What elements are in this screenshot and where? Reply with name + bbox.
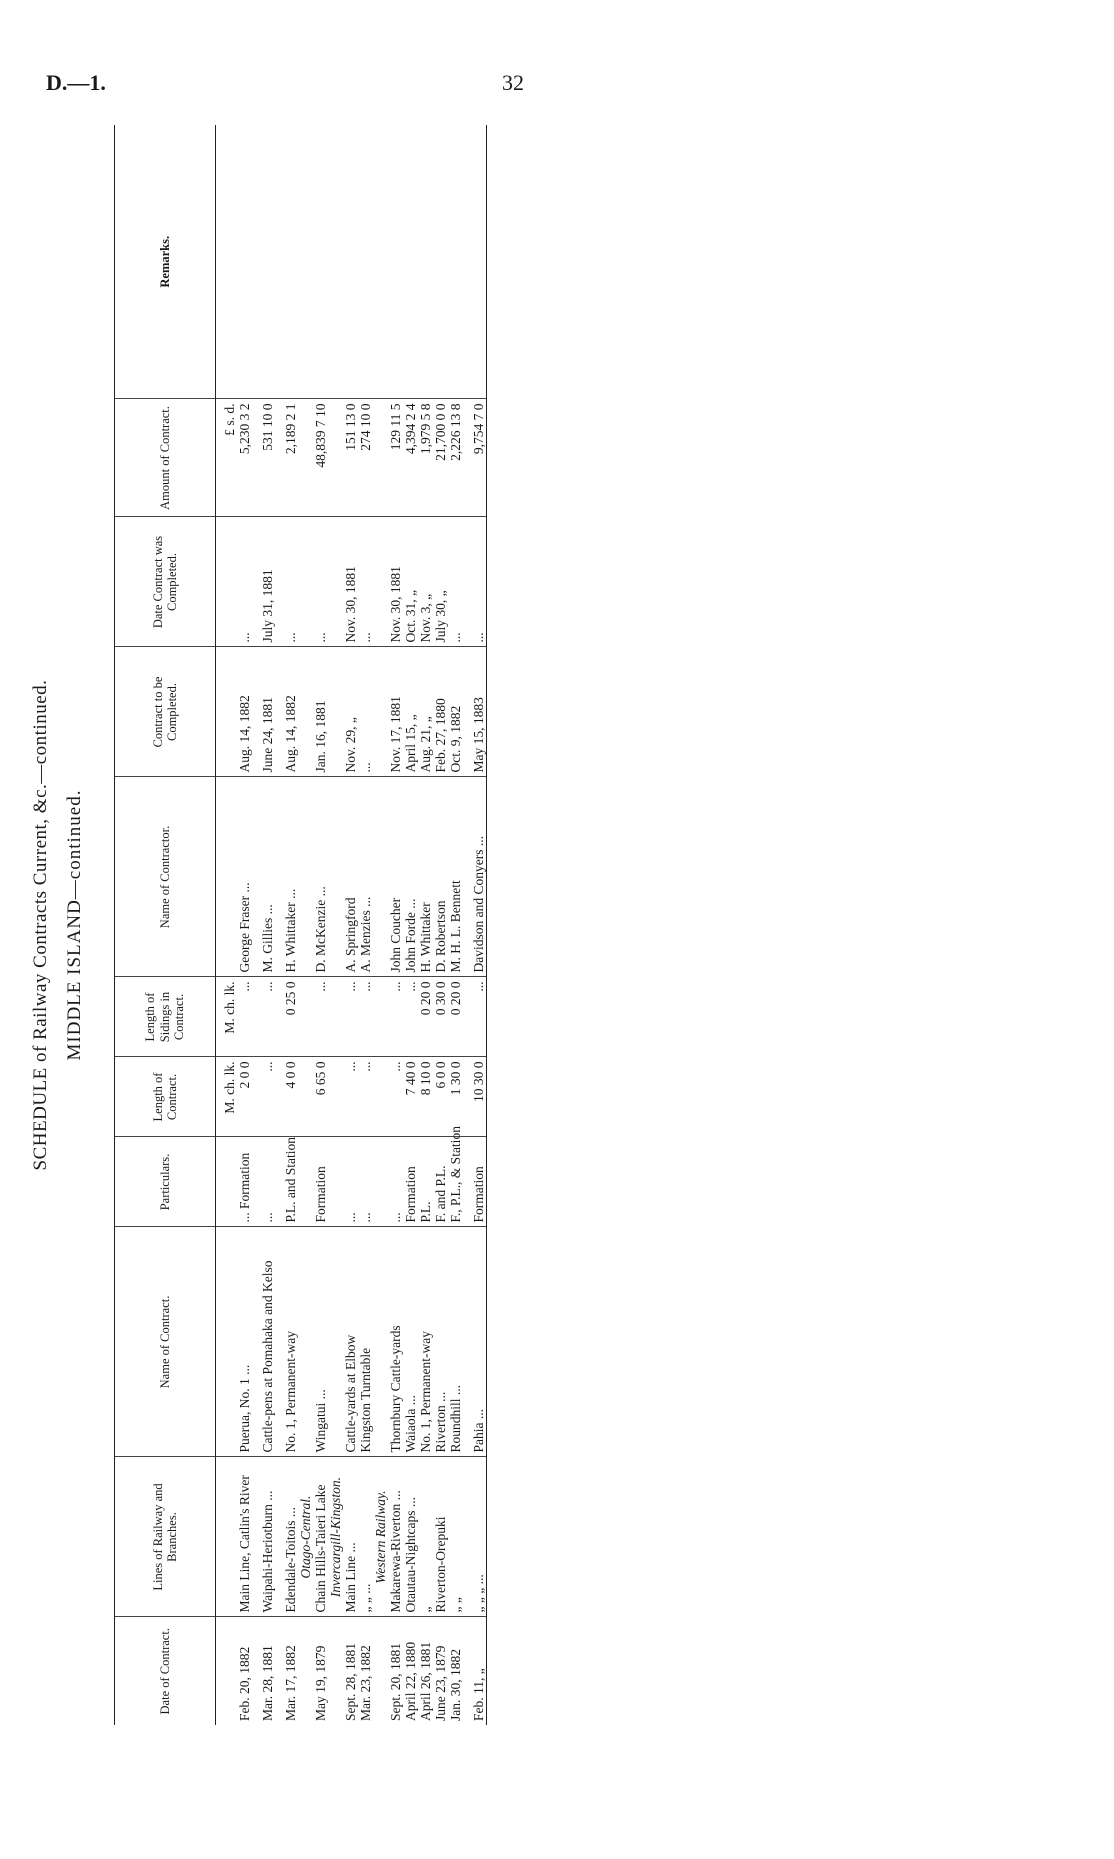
cell-particulars: ... Formation [237, 1137, 252, 1227]
cell-length: ... [343, 1057, 358, 1137]
page-number: 32 [502, 70, 524, 95]
cell-completed: ... [358, 517, 373, 647]
cell-sidings: ... [388, 977, 403, 1057]
cell-sidings: ... [471, 977, 487, 1057]
cell-to-complete: Aug. 14, 1882 [283, 647, 298, 777]
cell-to-complete: Feb. 27, 1880 [433, 647, 448, 777]
col-header-to-complete: Contract to be Completed. [115, 647, 216, 777]
cell-amount: 2,226 13 8 [448, 399, 463, 517]
cell-to-complete: Aug. 14, 1882 [237, 647, 252, 777]
col-header-length: Length of Contract. [115, 1057, 216, 1137]
cell-date: June 23, 1879 [433, 1645, 448, 1721]
cell-date: Sept. 20, 1881 [388, 1642, 403, 1721]
cell-contractor: D. McKenzie ... [313, 777, 328, 977]
cell-to-complete: Aug. 21, „ [418, 647, 433, 777]
cell-lines: „ „ [448, 1457, 463, 1617]
section-heading: Invercargill-Kingston. [328, 1457, 343, 1617]
cell-name: Cattle-yards at Elbow [343, 1227, 358, 1457]
cell-particulars: ... [388, 1137, 403, 1227]
cell-date: Mar. 17, 1882 [283, 1645, 298, 1721]
col-header-particulars: Particulars. [115, 1137, 216, 1227]
cell-date: April 26, 1881 [418, 1641, 433, 1721]
cell-sidings: ... [343, 977, 358, 1057]
table-row [388, 125, 403, 1725]
section-row [298, 125, 313, 1725]
table-row [418, 125, 433, 1725]
section-row [328, 125, 343, 1725]
cell-to-complete: Nov. 29, „ [343, 647, 358, 777]
cell-date: Jan. 30, 1882 [448, 1649, 463, 1721]
cell-name: Riverton ... [433, 1227, 448, 1457]
col-header-contractor: Name of Contractor. [115, 777, 216, 977]
units-sidings: M. ch. lk. [216, 977, 238, 1057]
cell-completed: Nov. 3, „ [418, 517, 433, 647]
cell-name: Roundhill ... [448, 1227, 463, 1457]
table-row [471, 125, 487, 1725]
cell-completed: Nov. 30, 1881 [343, 517, 358, 647]
cell-length: 2 0 0 [237, 1057, 252, 1137]
cell-sidings: 0 20 0 [418, 977, 433, 1057]
cell-lines: Main Line ... [343, 1457, 358, 1617]
cell-amount: 2,189 2 1 [283, 399, 298, 517]
cell-name: Wingatui ... [313, 1227, 328, 1457]
schedule-title: SCHEDULE of Railway Contracts Current, &c.—continued. [30, 679, 51, 1171]
cell-particulars: Formation [471, 1137, 487, 1227]
cell-length: 7 40 0 [403, 1057, 418, 1137]
units-length: M. ch. lk. [216, 1057, 238, 1137]
cell-contractor: John Forde ... [403, 777, 418, 977]
cell-date: Feb. 11, „ [471, 1617, 487, 1725]
cell-completed: Nov. 30, 1881 [388, 517, 403, 647]
cell-amount: 21,700 0 0 [433, 399, 448, 517]
cell-length: 1 30 0 [448, 1057, 463, 1137]
col-header-date: Date of Contract. [115, 1617, 216, 1725]
units-row [216, 125, 238, 1725]
cell-to-complete: ... [358, 647, 373, 777]
cell-completed: July 31, 1881 [260, 517, 275, 647]
cell-particulars: Formation [313, 1137, 328, 1227]
cell-sidings: ... [358, 977, 373, 1057]
table-row [343, 125, 358, 1725]
cell-contractor: D. Robertson [433, 777, 448, 977]
cell-date: April 22, 1880 [403, 1641, 418, 1721]
cell-amount: 9,754 7 0 [471, 399, 487, 517]
cell-particulars: ... [343, 1137, 358, 1227]
schedule-subtitle: MIDDLE ISLAND—continued. [64, 789, 85, 1061]
cell-particulars: F., P.L., & Station [448, 1137, 463, 1227]
cell-name: Puerua, No. 1 ... [237, 1227, 252, 1457]
table-row [403, 125, 418, 1725]
cell-contractor: H. Whittaker [418, 777, 433, 977]
cell-particulars: P.L. and Station [283, 1137, 298, 1227]
cell-name: Cattle-pens at Pomahaka and Kelso [260, 1227, 275, 1457]
table-row [448, 125, 463, 1725]
cell-length: 6 65 0 [313, 1057, 328, 1137]
cell-date: Mar. 28, 1881 [260, 1645, 275, 1721]
cell-lines: „ „ ... [358, 1457, 373, 1617]
cell-name: No. 1, Permanent-way [418, 1227, 433, 1457]
cell-contractor: George Fraser ... [237, 777, 252, 977]
cell-completed: ... [237, 517, 252, 647]
section-heading: Otago-Central. [298, 1457, 313, 1617]
cell-contractor: A. Menzies ... [358, 777, 373, 977]
cell-to-complete: Nov. 17, 1881 [388, 647, 403, 777]
cell-amount: 5,230 3 2 [237, 399, 252, 517]
section-heading: Western Railway. [373, 1457, 388, 1617]
rotated-schedule [30, 105, 570, 1745]
cell-sidings: ... [313, 977, 328, 1057]
cell-lines: Otautau-Nightcaps ... [403, 1457, 418, 1617]
cell-amount: 48,839 7 10 [313, 399, 328, 517]
cell-length: 8 10 0 [418, 1057, 433, 1137]
cell-to-complete: Oct. 9, 1882 [448, 647, 463, 777]
cell-length: ... [388, 1057, 403, 1137]
col-header-lines: Lines of Railway and Branches. [115, 1457, 216, 1617]
cell-lines: „ [418, 1457, 433, 1617]
cell-particulars: P.L. [418, 1137, 433, 1227]
table-row [237, 125, 252, 1725]
cell-name: No. 1, Permanent-way [283, 1227, 298, 1457]
cell-contractor: John Coucher [388, 777, 403, 977]
cell-completed: ... [448, 517, 463, 647]
cell-name: Kingston Turntable [358, 1227, 373, 1457]
document-code: D.—1. [46, 70, 106, 95]
cell-amount: 129 11 5 [388, 399, 403, 517]
cell-amount: 151 13 0 [343, 399, 358, 517]
table-row [260, 125, 275, 1725]
cell-particulars: Formation [403, 1137, 418, 1227]
cell-contractor: Davidson and Conyers ... [471, 777, 487, 977]
cell-completed: ... [471, 517, 487, 647]
col-header-name: Name of Contract. [115, 1227, 216, 1457]
contracts-table [114, 125, 487, 1725]
units-amount: £ s. d. [216, 399, 238, 517]
cell-to-complete: May 15, 1883 [471, 647, 487, 777]
cell-particulars: ... [260, 1137, 275, 1227]
section-row [373, 125, 388, 1725]
cell-sidings: ... [237, 977, 252, 1057]
cell-sidings: ... [403, 977, 418, 1057]
cell-lines: Riverton-Orepuki [433, 1457, 448, 1617]
table-row [283, 125, 298, 1725]
table-row [358, 125, 373, 1725]
cell-lines: Edendale-Toitois ... [283, 1457, 298, 1617]
cell-length: 6 0 0 [433, 1057, 448, 1137]
cell-contractor: M. Gillies ... [260, 777, 275, 977]
cell-completed: Oct. 31, „ [403, 517, 418, 647]
cell-length: 10 30 0 [471, 1057, 487, 1137]
table-row [433, 125, 448, 1725]
cell-completed: July 30, „ [433, 517, 448, 647]
cell-sidings: ... [260, 977, 275, 1057]
cell-amount: 1,979 5 8 [418, 399, 433, 517]
cell-amount: 4,394 2 4 [403, 399, 418, 517]
col-header-sidings: Length of Sidings in Contract. [115, 977, 216, 1057]
cell-date: May 19, 1879 [313, 1645, 328, 1721]
col-header-amount: Amount of Contract. [115, 399, 216, 517]
cell-name: Pahia ... [471, 1227, 487, 1457]
cell-lines: Chain Hills-Taieri Lake [313, 1457, 328, 1617]
col-header-remarks: Remarks. [115, 125, 216, 399]
cell-contractor: A. Springford [343, 777, 358, 977]
cell-sidings: 0 20 0 [448, 977, 463, 1057]
cell-amount: 274 10 0 [358, 399, 373, 517]
cell-amount: 531 10 0 [260, 399, 275, 517]
cell-contractor: H. Whittaker ... [283, 777, 298, 977]
cell-length: ... [358, 1057, 373, 1137]
cell-sidings: 0 30 0 [433, 977, 448, 1057]
cell-name: Waiaola ... [403, 1227, 418, 1457]
cell-date: Sept. 28, 1881 [343, 1642, 358, 1721]
cell-date: Mar. 23, 1882 [358, 1645, 373, 1721]
cell-completed: ... [313, 517, 328, 647]
cell-completed: ... [283, 517, 298, 647]
cell-lines: „ „ „ ... [471, 1457, 487, 1617]
cell-to-complete: Jan. 16, 1881 [313, 647, 328, 777]
table-row [313, 125, 328, 1725]
col-header-completed: Date Contract was Completed. [115, 517, 216, 647]
cell-particulars: ... [358, 1137, 373, 1227]
cell-length: 4 0 0 [283, 1057, 298, 1137]
cell-particulars: F. and P.L. [433, 1137, 448, 1227]
cell-lines: Makarewa-Riverton ... [388, 1457, 403, 1617]
cell-date: Feb. 20, 1882 [237, 1646, 252, 1721]
table-header-row [115, 125, 216, 1725]
cell-contractor: M. H. L. Bennett [448, 777, 463, 977]
cell-to-complete: April 15, „ [403, 647, 418, 777]
cell-length: ... [260, 1057, 275, 1137]
cell-lines: Main Line, Catlin's River [237, 1457, 252, 1617]
cell-to-complete: June 24, 1881 [260, 647, 275, 777]
cell-name: Thornbury Cattle-yards [388, 1227, 403, 1457]
cell-lines: Waipahi-Heriotburn ... [260, 1457, 275, 1617]
cell-sidings: 0 25 0 [283, 977, 298, 1057]
